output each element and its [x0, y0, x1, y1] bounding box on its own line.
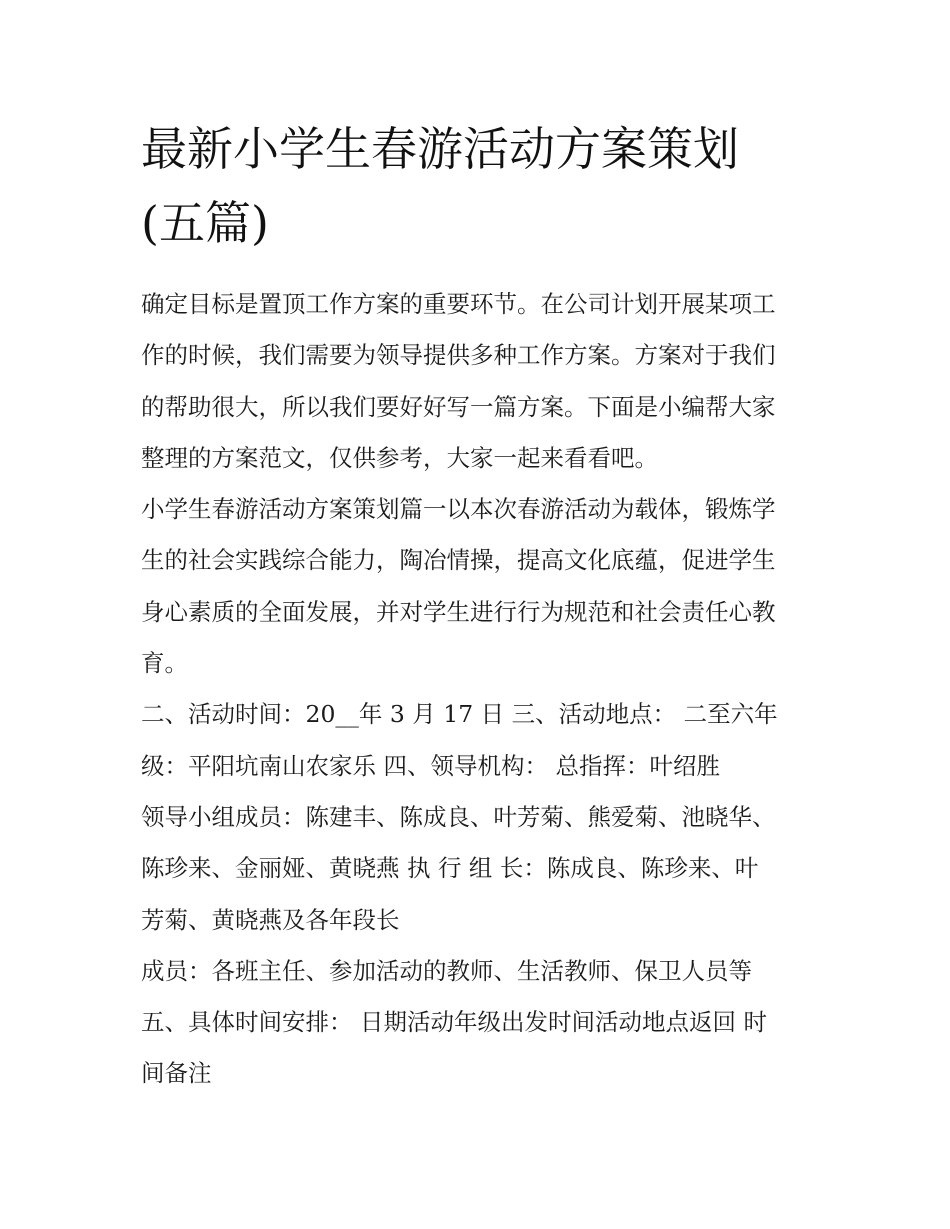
text-line: 级：平阳坑南山农家乐 四、领导机构： 总指挥：叶绍胜	[141, 751, 720, 780]
text-line: 确定目标是置顶工作方案的重要环节。在公司计划开展某项工	[141, 290, 776, 318]
activity-time-place-paragraph	[141, 689, 816, 792]
text-line: 成员：各班主任、参加活动的教师、生活教师、保卫人员等	[141, 956, 752, 985]
document-title	[141, 112, 816, 260]
text-line: 身心素质的全面发展，并对学生进行行为规范和社会责任心教	[141, 597, 776, 626]
text-line: 陈珍来、金丽娅、黄晓燕 执 行 组 长：陈成良、陈珍来、叶	[141, 854, 759, 883]
document-body	[141, 279, 816, 1100]
members-paragraph	[141, 946, 816, 997]
schedule-paragraph	[141, 997, 816, 1100]
text-line: 整理的方案范文，仅供参考，大家一起来看看吧。	[141, 443, 658, 472]
text-line: 作的时候，我们需要为领导提供多种工作方案。方案对于我们	[141, 341, 776, 370]
text-line: 小学生春游活动方案策划篇一以本次春游活动为载体，锻炼学	[141, 495, 776, 524]
leadership-group-paragraph	[141, 792, 816, 946]
text-line: 生的社会实践综合能力，陶冶情操，提高文化底蕴，促进学生	[141, 546, 776, 575]
title-line: (五篇)	[141, 196, 269, 250]
text-line: 二、活动时间：20__年 3 月 17 日 三、活动地点： 二至六年	[141, 700, 778, 729]
text-line: 育。	[141, 649, 188, 678]
text-line: 领导小组成员：陈建丰、陈成良、叶芳菊、熊爱菊、池晓华、	[141, 802, 776, 831]
title-line: 最新小学生春游活动方案策划	[141, 122, 739, 176]
text-line: 间备注	[141, 1059, 212, 1088]
document-content	[141, 112, 816, 1100]
text-line: 芳菊、黄晓燕及各年段长	[141, 905, 400, 934]
section-one-paragraph	[141, 484, 816, 689]
intro-paragraph	[141, 279, 816, 484]
text-line: 的帮助很大，所以我们要好好写一篇方案。下面是小编帮大家	[141, 392, 776, 421]
text-line: 五、具体时间安排： 日期活动年级出发时间活动地点返回 时	[141, 1008, 767, 1037]
